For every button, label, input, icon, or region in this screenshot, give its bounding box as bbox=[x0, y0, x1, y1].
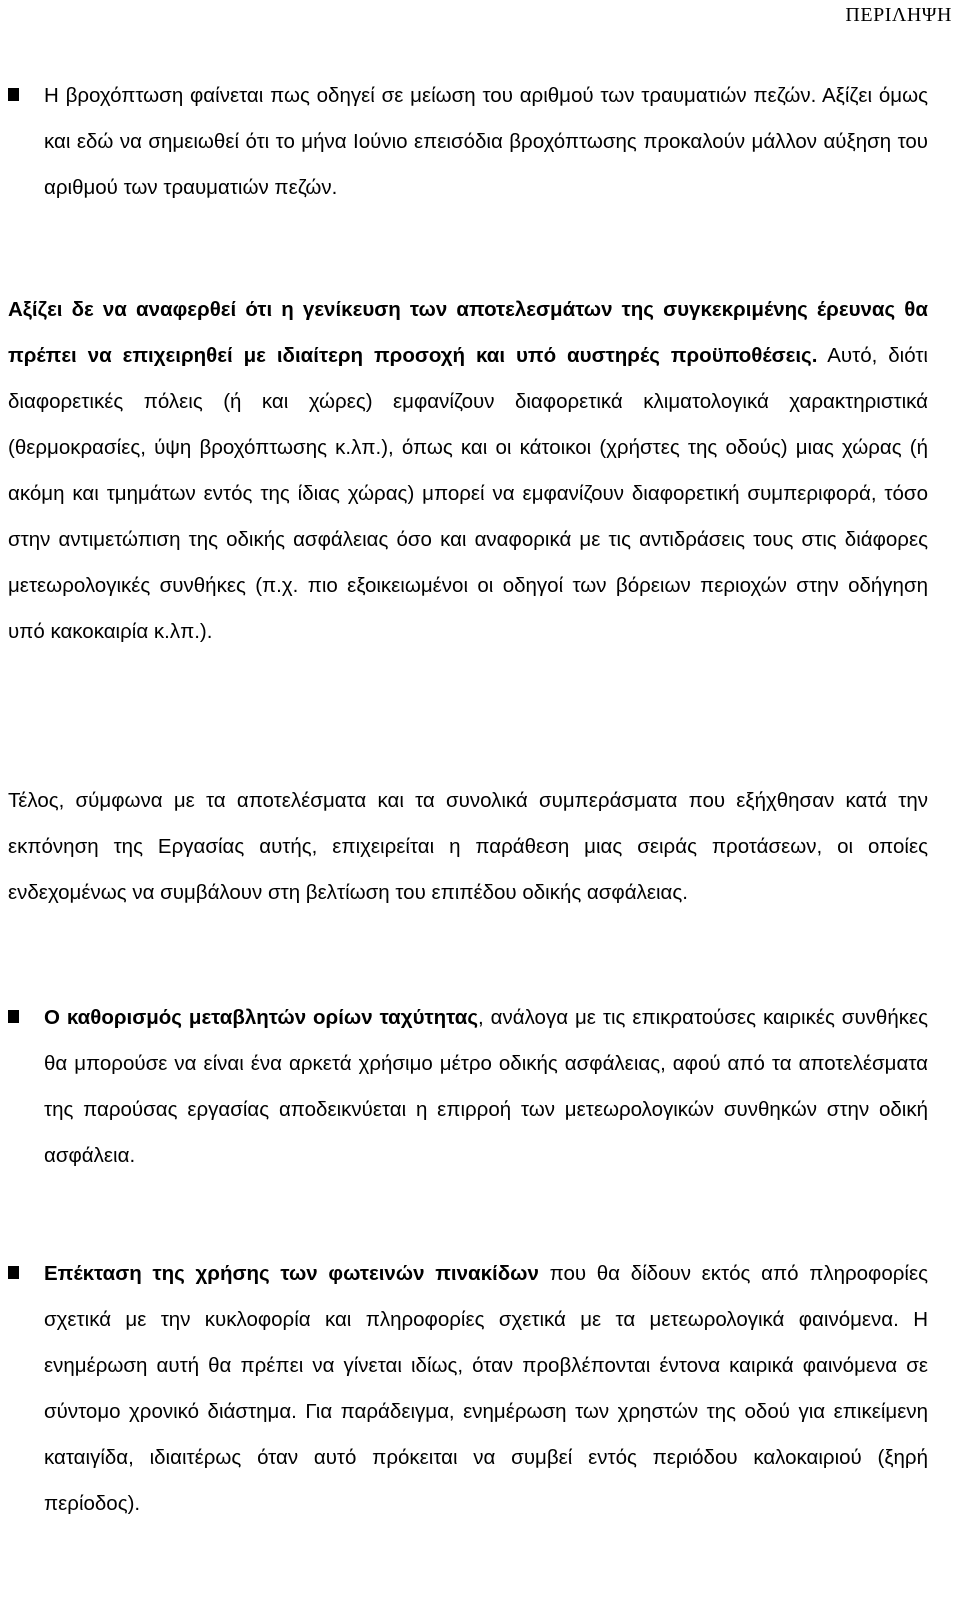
paragraph-conclusion bbox=[8, 778, 928, 916]
bullet-bold-text: Επέκταση της χρήσης των φωτεινών πινακίδων bbox=[44, 1262, 539, 1285]
paragraph-body-text: Αυτό, διότι διαφορετικές πόλεις (ή και χώρες) εμφανίζουν διαφορετικά κλιματολογικά χαρακτηριστικά (θερμοκρασίες, ύψη βροχόπτωσης κ.λπ.), όπως και οι κάτοικοι (χρήστες της οδούς) μιας χώρας (ή ακόμη και τμημάτων εντός της ίδιας χώρας) μπορεί να εμφανίζουν διαφορετική συμπεριφορά, τόσο στην αντιμετώπιση της οδικής ασφάλειας όσο και αναφορικά με τις αντιδράσεις τους στις διάφορες μετεωρολογικές συνθήκες (π.χ. πιο εξοικειωμένοι οι οδηγοί των βόρειων περιοχών στην οδήγηση υπό κακοκαιρία κ.λπ.). bbox=[8, 344, 928, 643]
bullet-text: Η βροχόπτωση φαίνεται πως οδηγεί σε μείωση του αριθμού των τραυματιών πεζών. Αξίζει όμως και εδώ να σημειωθεί ότι το μήνα Ιούνιο επεισόδια βροχόπτωσης προκαλούν μάλλον αύξηση του αριθμού των τραυματιών πεζών. bbox=[44, 84, 928, 199]
paragraph-text bbox=[8, 287, 928, 655]
bullet-item-light-signs bbox=[8, 1251, 928, 1527]
bullet-text bbox=[44, 995, 928, 1179]
bullet-item-rainfall bbox=[8, 73, 928, 211]
square-bullet-icon bbox=[8, 88, 19, 101]
square-bullet-icon bbox=[8, 1010, 19, 1023]
bullet-text bbox=[44, 1251, 928, 1527]
bullet-bold-text: Ο καθορισμός μεταβλητών ορίων ταχύτητας bbox=[44, 1006, 479, 1029]
bullet-body-text: που θα δίδουν εκτός από πληροφορίες σχετικά με την κυκλοφορία και πληροφορίες σχετικά με τα μετεωρολογικά φαινόμενα. Η ενημέρωση αυτή θα πρέπει να γίνεται ιδίως, όταν προβλέπονται έντονα καιρικά φαινόμενα σε σύντομο χρονικό διάστημα. Για παράδειγμα, ενημέρωση των χρηστών της οδού για επικείμενη καταιγίδα, ιδιαιτέρως όταν αυτό πρόκειται να συμβεί εντός περιόδου καλοκαιριού (ξηρή περίοδος). bbox=[44, 1262, 928, 1515]
paragraph-bold-text: Αξίζει δε να αναφερθεί ότι η γενίκευση των αποτελεσμάτων της συγκεκριμένης έρευνας θα πρέπει να επιχειρηθεί με ιδιαίτερη προσοχή και υπό αυστηρές προϋποθέσεις. bbox=[8, 298, 928, 367]
paragraph-text: Τέλος, σύμφωνα με τα αποτελέσματα και τα συνολικά συμπεράσματα που εξήχθησαν κατά την εκπόνηση της Εργασίας αυτής, επιχειρείται η παράθεση μιας σειράς προτάσεων, οι οποίες ενδεχομένως να συμβάλουν στη βελτίωση του επιπέδου οδικής ασφάλειας. bbox=[8, 789, 928, 904]
bullet-body-text: , ανάλογα με τις επικρατούσες καιρικές συνθήκες θα μπορούσε να είναι ένα αρκετά χρήσιμο μέτρο οδικής ασφάλειας, αφού από τα αποτελέσματα της παρούσας εργασίας αποδεικνύεται η επιρροή των μετεωρολογικών συνθηκών στην οδική ασφάλεια. bbox=[44, 1006, 928, 1167]
square-bullet-icon bbox=[8, 1266, 19, 1279]
bullet-item-speed-limits bbox=[8, 995, 928, 1179]
paragraph-generalization bbox=[8, 287, 928, 655]
page-header: ΠΕΡΙΛΗΨΗ bbox=[845, 4, 952, 26]
